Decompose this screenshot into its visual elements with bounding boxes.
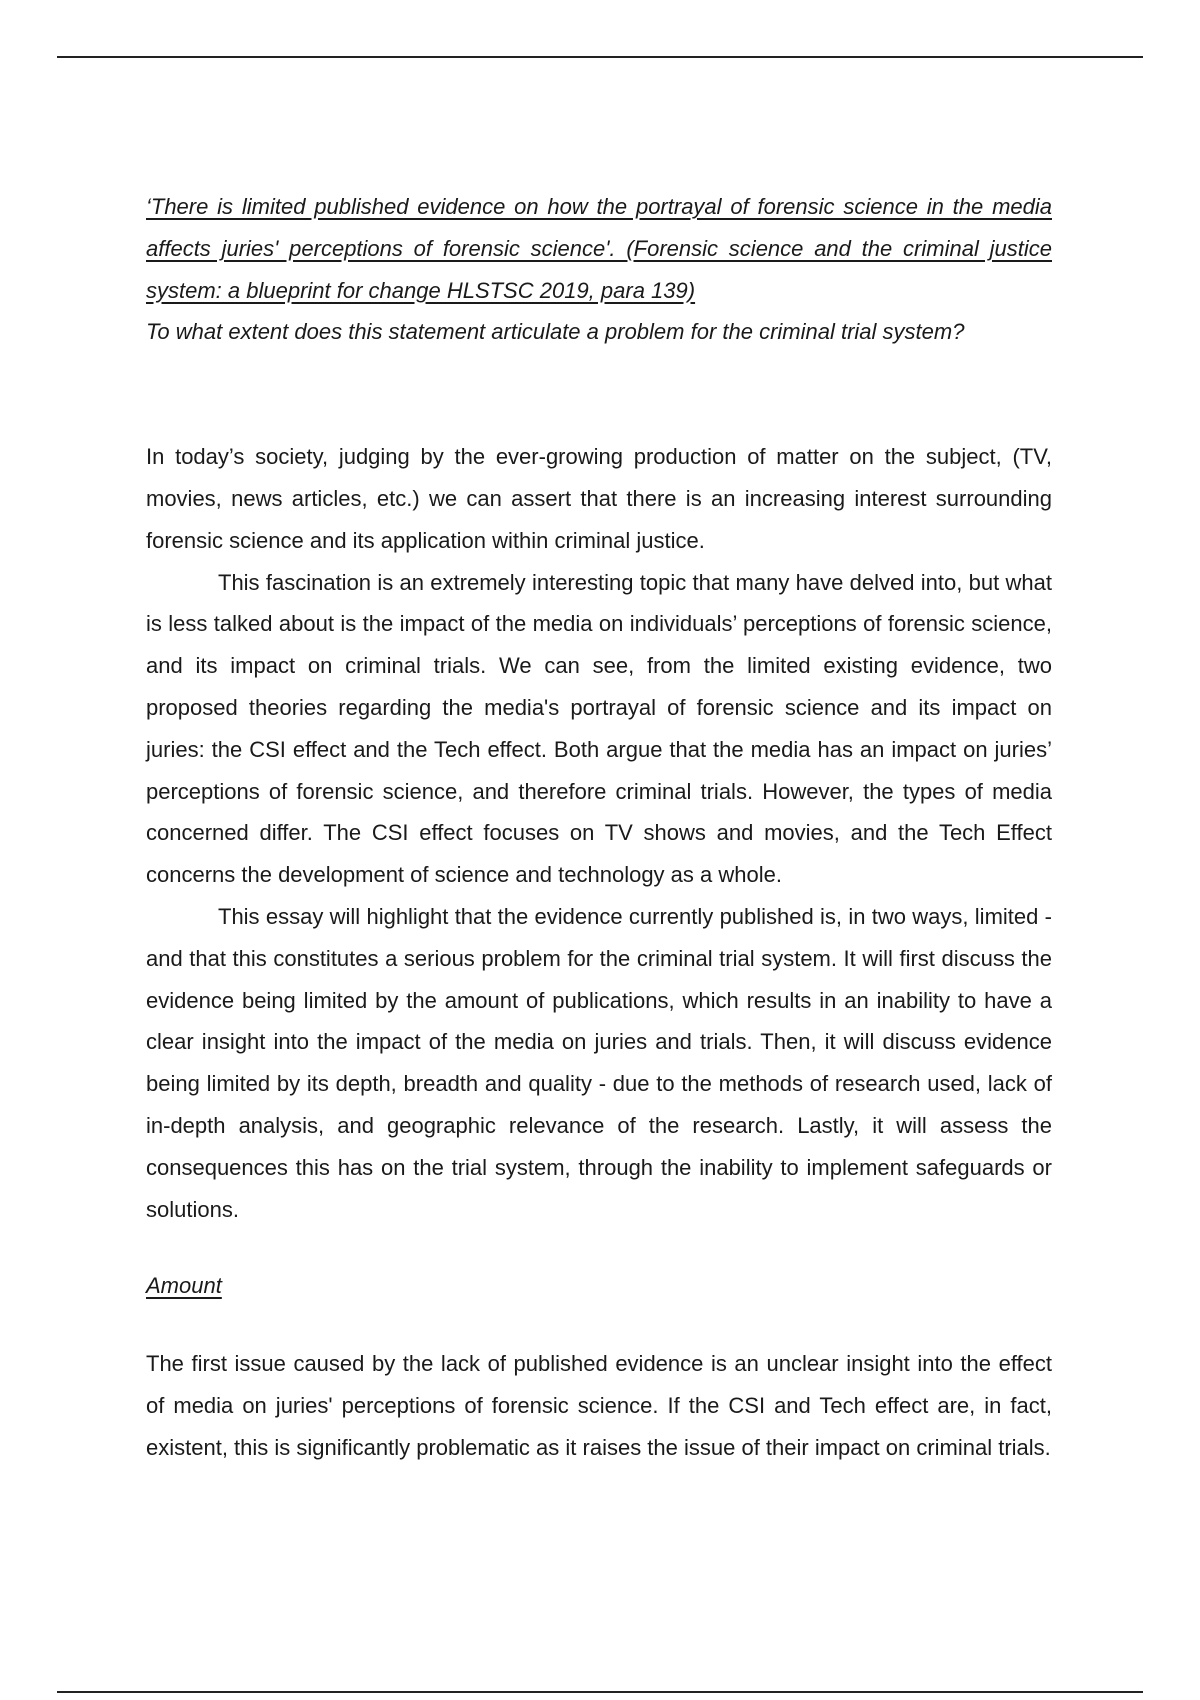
spacer (146, 1307, 1052, 1343)
intro-paragraph: In today’s society, judging by the ever-growing production of matter on the subject, (TV, movies, news articles, etc.) we can assert that there is an increasing interest surrounding forensic science and its application within criminal justice. (146, 444, 1052, 553)
section-heading: Amount (146, 1273, 222, 1299)
section-paragraph: The first issue caused by the lack of published evidence is an unclear insight into the effect of media on juries' perceptions of forensic science. If the CSI and Tech effect are, in fact, existent, this is significantly problematic as it raises the issue of their impact on criminal trials. (146, 1351, 1052, 1460)
top-rule (57, 56, 1143, 58)
essay-question: To what extent does this statement articulate a problem for the criminal trial system? (146, 319, 965, 345)
document-body (146, 186, 1052, 1469)
body-paragraph: This fascination is an extremely interesting topic that many have delved into, but what is less talked about is the impact of the media on individuals’ perceptions of forensic science, and its impact on criminal trials. We can see, from the limited existing evidence, two proposed theories regarding the media's portrayal of forensic science and its impact on juries: the CSI effect and the Tech effect. Both argue that the media has an impact on juries’ perceptions of forensic science, and therefore criminal trials. However, the types of media concerned differ. The CSI effect focuses on TV shows and movies, and the Tech Effect concerns the development of science and technology as a whole. (146, 569, 1052, 888)
spacer (146, 1230, 1052, 1265)
body-paragraph: This essay will highlight that the evidence currently published is, in two ways, limited - and that this constitutes a serious problem for the criminal trial system. It will first discuss the evidence being limited by the amount of publications, which results in an inability to have a clear insight into the impact of the media on juries and trials. Then, it will discuss evidence being limited by its depth, breadth and quality - due to the methods of research used, lack of in-depth analysis, and geographic relevance of the research. Lastly, it will assess the consequences this has on the trial system, through the inability to implement safeguards or solutions. (146, 903, 1052, 1222)
bottom-rule (57, 1691, 1143, 1693)
essay-quote: ‘There is limited published evidence on how the portrayal of forensic science in the media affects juries' perceptions of forensic science'. (Forensic science and the criminal justice system: a blueprint for change HLSTSC 2019, para 139) (146, 194, 1052, 303)
spacer (146, 353, 1052, 436)
